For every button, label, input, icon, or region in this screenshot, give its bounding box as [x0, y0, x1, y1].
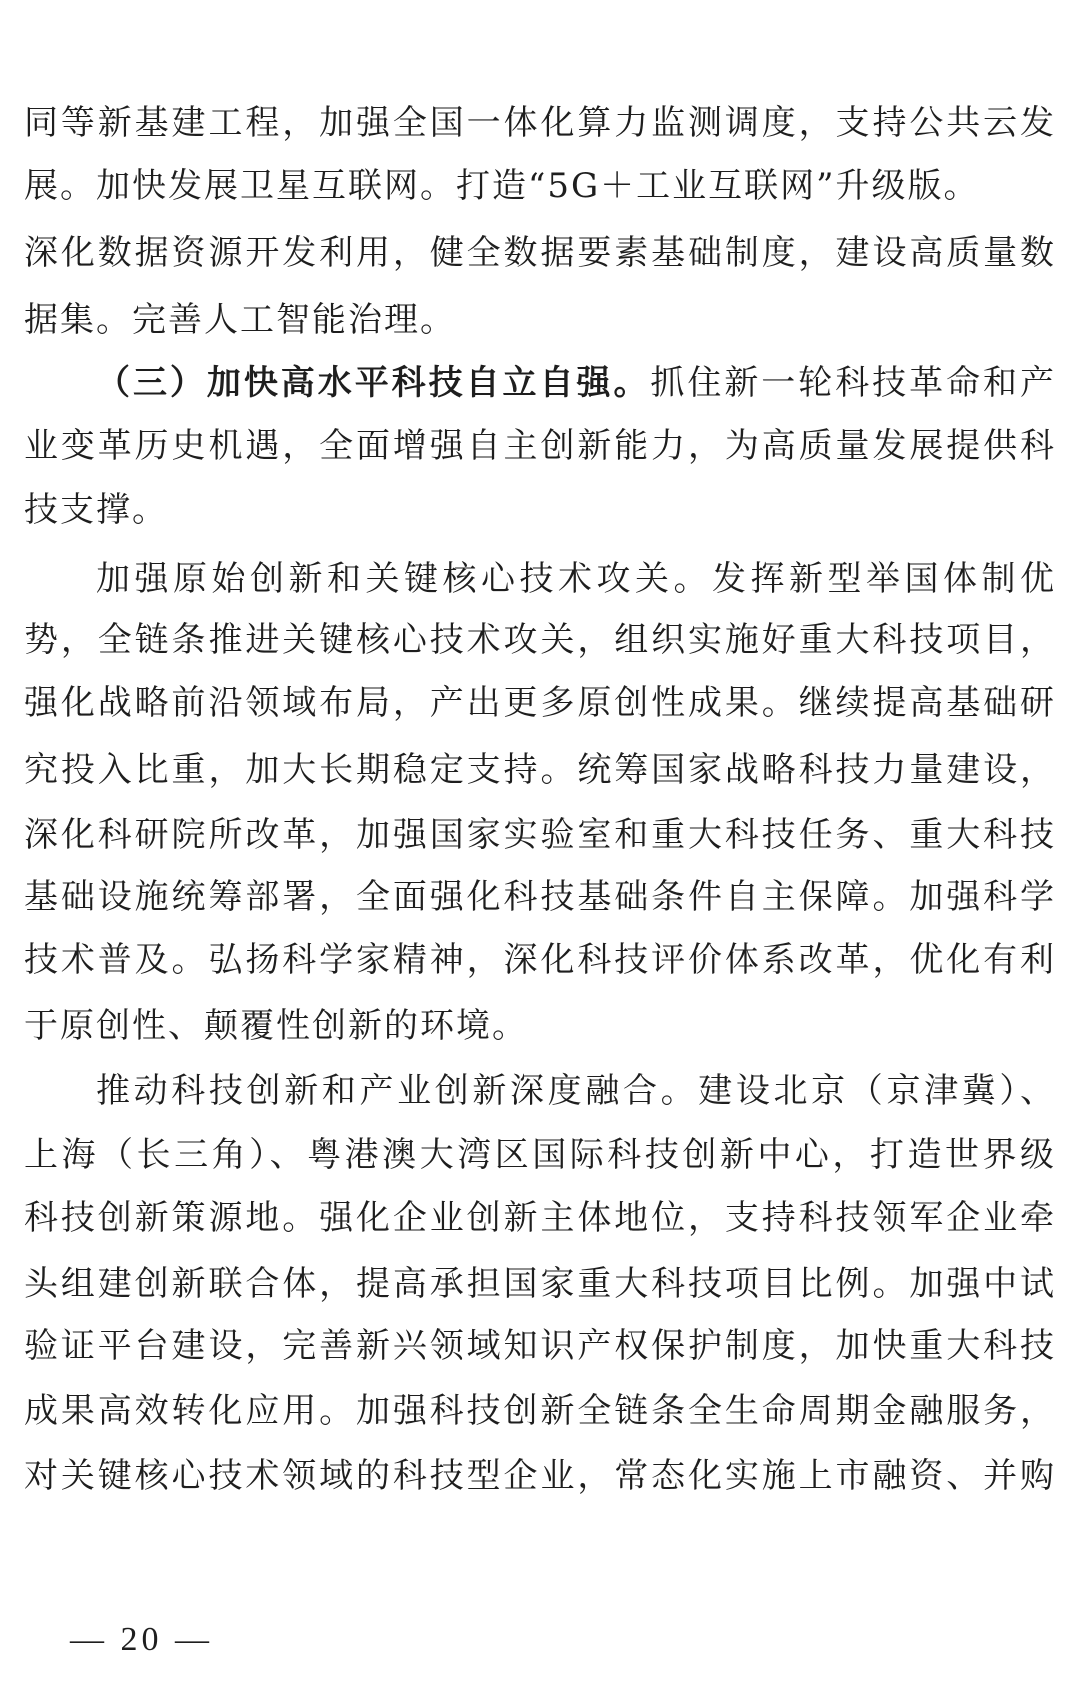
text-line: 对关键核心技术领域的科技型企业，常态化实施上市融资、并购 [24, 1456, 1056, 1496]
text-line: 强化战略前沿领域布局，产出更多原创性成果。继续提高基础研 [24, 683, 1056, 723]
section-heading: （三）加快高水平科技自立自强。 [96, 363, 651, 403]
text-line: 头组建创新联合体，提高承担国家重大科技项目比例。加强中试 [24, 1264, 1056, 1304]
text-line: 技术普及。弘扬科学家精神，深化科技评价体系改革，优化有利 [24, 940, 1056, 980]
paragraph-first-line: 加强原始创新和关键核心技术攻关。发挥新型举国体制优 [96, 559, 1056, 599]
text-line: 科技创新策源地。强化企业创新主体地位，支持科技领军企业牵 [24, 1198, 1056, 1238]
text-line: 深化科研院所改革，加强国家实验室和重大科技任务、重大科技 [24, 815, 1056, 855]
section-heading-line [96, 348, 1056, 418]
page-number: — 20 — [70, 1621, 213, 1658]
text-line: 技支撑。 [24, 490, 168, 530]
text-line: 深化数据资源开发利用，健全数据要素基础制度，建设高质量数 [24, 233, 1056, 273]
text-line: 于原创性、颠覆性创新的环境。 [24, 1006, 528, 1046]
text-line: 势，全链条推进关键核心技术攻关，组织实施好重大科技项目， [24, 620, 1056, 660]
text-line: 据集。完善人工智能治理。 [24, 300, 456, 340]
section-heading-continuation: 抓住新一轮科技革命和产 [650, 363, 1057, 403]
text-line: 究投入比重，加大长期稳定支持。统筹国家战略科技力量建设， [24, 750, 1056, 790]
text-line: 基础设施统筹部署，全面强化科技基础条件自主保障。加强科学 [24, 877, 1056, 917]
text-line: 展。加快发展卫星互联网。打造“5G＋工业互联网”升级版。 [24, 166, 980, 206]
text-line: 业变革历史机遇，全面增强自主创新能力，为高质量发展提供科 [24, 426, 1056, 466]
text-line: 上海（长三角）、粤港澳大湾区国际科技创新中心，打造世界级 [24, 1135, 1056, 1175]
text-line: 同等新基建工程，加强全国一体化算力监测调度，支持公共云发 [24, 103, 1056, 143]
text-line: 验证平台建设，完善新兴领域知识产权保护制度，加快重大科技 [24, 1326, 1056, 1366]
text-line: 成果高效转化应用。加强科技创新全链条全生命周期金融服务， [24, 1391, 1056, 1431]
paragraph-first-line: 推动科技创新和产业创新深度融合。建设北京（京津冀）、 [96, 1071, 1056, 1111]
